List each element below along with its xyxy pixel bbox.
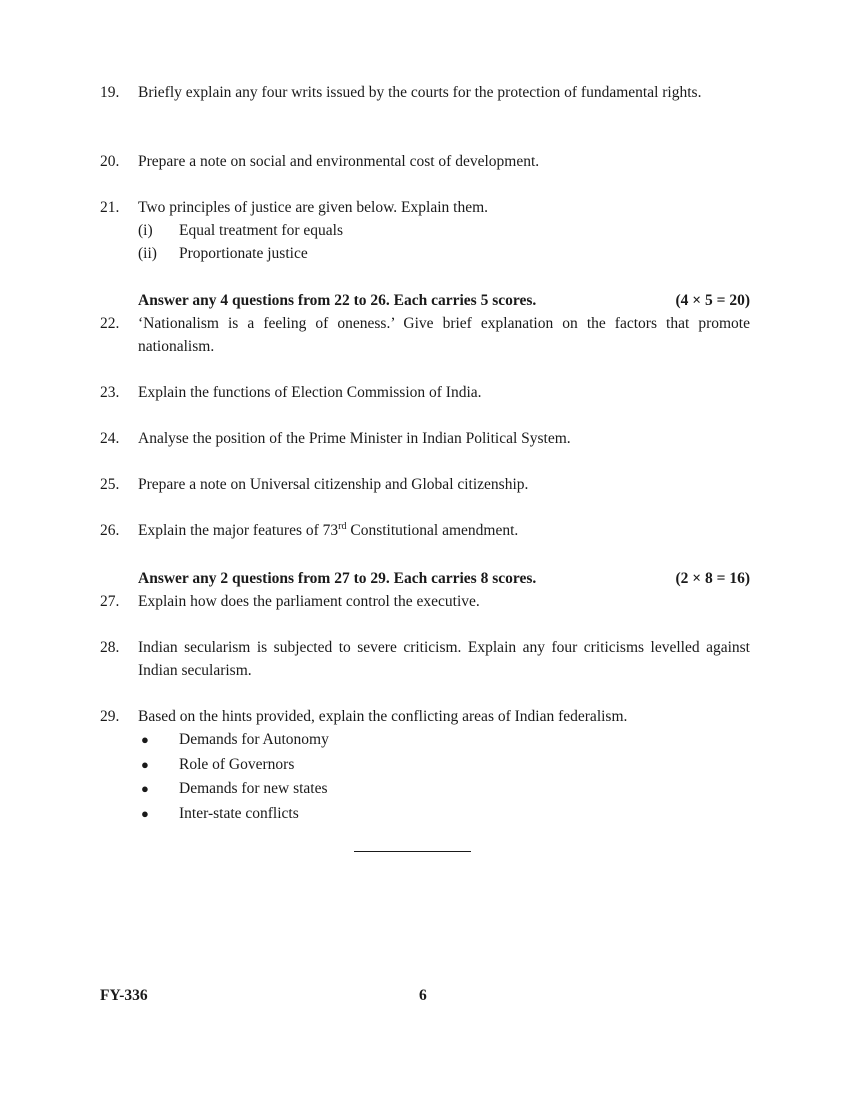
question-text: Indian secularism is subjected to severe criticism. Explain any four criticisms levelled against Indian secularism.: [138, 639, 750, 679]
bullet-icon: ●: [141, 732, 149, 747]
question-number: 22.: [100, 315, 120, 332]
paper-code: FY-336: [100, 987, 148, 1004]
sub-item: [138, 242, 750, 265]
question-body: [138, 196, 750, 265]
sub-item-text: Equal treatment for equals: [179, 222, 343, 239]
section-instruction-27-29: [138, 567, 750, 590]
sub-item: [138, 219, 750, 242]
question-number: 20.: [100, 153, 120, 170]
bullet-icon: ●: [141, 805, 149, 821]
page-number: 6: [419, 987, 427, 1004]
section-instruction-text: Answer any 4 questions from 22 to 26. Each carries 5 scores.: [138, 292, 537, 309]
question-26: [100, 519, 750, 542]
sub-item-text: Proportionate justice: [179, 245, 308, 262]
sub-item-label: (ii): [138, 245, 157, 262]
question-number: 26.: [100, 522, 120, 539]
question-text: Briefly explain any four writs issued by the courts for the protection of fundamental rights.: [138, 84, 702, 101]
question-number: 28.: [100, 639, 120, 656]
question-21: [100, 196, 750, 265]
bullet-icon: ●: [141, 781, 149, 796]
question-text: Prepare a note on Universal citizenship and Global citizenship.: [138, 476, 529, 493]
bullet-text: Inter-state conflicts: [179, 804, 299, 822]
question-number: 29.: [100, 708, 120, 725]
question-text: Explain how does the parliament control the executive.: [138, 593, 480, 610]
section-marks: (4 × 5 = 20): [675, 292, 750, 309]
question-number: 21.: [100, 199, 120, 216]
question-number: 24.: [100, 430, 120, 447]
question-number: 25.: [100, 476, 120, 493]
question-27: [100, 590, 750, 613]
question-text-start: Explain the major features of 73: [138, 522, 339, 539]
question-22: [100, 312, 750, 358]
question-19: [100, 81, 750, 104]
question-number: 23.: [100, 384, 120, 401]
question-body: [138, 705, 750, 826]
question-23: [100, 381, 750, 404]
bullet-item: [138, 728, 750, 753]
bullet-item: [138, 753, 750, 778]
question-text: Two principles of justice are given below. Explain them.: [138, 199, 489, 216]
question-number: 19.: [100, 84, 120, 101]
question-25: [100, 473, 750, 496]
section-marks: (2 × 8 = 16): [675, 570, 750, 587]
question-text: Based on the hints provided, explain the conflicting areas of Indian federalism.: [138, 708, 628, 725]
question-text: [138, 519, 750, 542]
section-instruction-22-26: [138, 289, 750, 312]
bullet-text: Demands for new states: [179, 780, 328, 797]
section-instruction-text: Answer any 2 questions from 27 to 29. Each carries 8 scores.: [138, 570, 537, 587]
bullet-text: Role of Governors: [179, 755, 295, 773]
question-28: [100, 636, 750, 682]
bullet-item: [138, 777, 750, 802]
bullet-icon: ●: [141, 756, 149, 772]
question-20: [100, 150, 750, 173]
question-text: Prepare a note on social and environmental cost of development.: [138, 153, 540, 170]
bullet-item: [138, 802, 750, 827]
question-text: Analyse the position of the Prime Minister in Indian Political System.: [138, 430, 571, 447]
bullet-text: Demands for Autonomy: [179, 731, 329, 748]
end-of-questions-divider: [354, 851, 471, 852]
question-text: ‘Nationalism is a feeling of oneness.’ Give brief explanation on the factors that promote nationalism.: [138, 315, 750, 355]
question-text: Explain the functions of Election Commission of India.: [138, 384, 482, 401]
question-29: [100, 705, 750, 826]
sub-item-label: (i): [138, 222, 153, 239]
question-text-end: Constitutional amendment.: [346, 522, 519, 539]
ordinal-suffix: rd: [338, 521, 347, 532]
question-number: 27.: [100, 593, 120, 610]
question-24: [100, 427, 750, 450]
